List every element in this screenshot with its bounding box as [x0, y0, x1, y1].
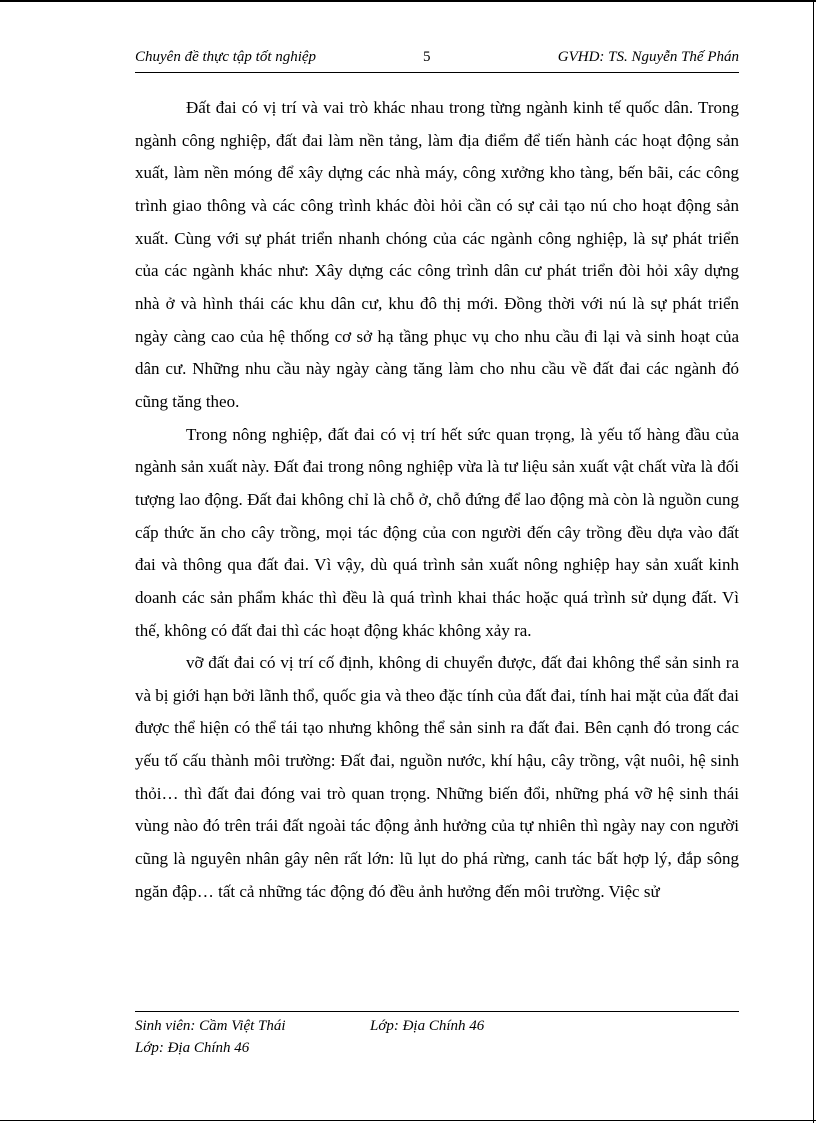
paragraph-1: Đất đai có vị trí và vai trò khác nhau trong từng ngành kinh tế quốc dân. Trong ngành công nghiệp, đất đai làm nền tảng, làm địa điểm để tiến hành các hoạt động sản xuất, làm nền móng để xây dựng các nhà máy, công xưởng kho tàng, bến bãi, các công trình giao thông và các công trình khác đòi hỏi cần có sự cải tạo nú cho hoạt động sản xuất. Cùng với sự phát triển nhanh chóng của các ngành công nghiệp, là sự phát triển của các ngành khác như: Xây dựng các công trình dân cư phát triển đòi hỏi xây dựng nhà ở và hình thái các khu dân cư, khu đô thị mới. Đồng thời với nú là sự phát triển ngày càng cao của hệ thống cơ sở hạ tầng phục vụ cho nhu cầu đi lại và sinh hoạt của dân cư. Những nhu cầu này ngày càng tăng làm cho nhu cầu về đất đai các ngành đó cũng tăng theo.: [135, 98, 739, 411]
page-frame-right: [813, 0, 814, 1123]
footer-student: Sinh viên: Cầm Việt Thái: [135, 1018, 286, 1034]
page-footer: [135, 1015, 739, 1059]
document-body: [135, 92, 739, 908]
page-number: 5: [423, 49, 431, 65]
header-title: Chuyên đề thực tập tốt nghiệp: [135, 49, 317, 65]
page-header: [135, 48, 739, 73]
footer-class-left: Lớp: Địa Chính 46: [135, 1040, 250, 1056]
paragraph-2: Trong nông nghiệp, đất đai có vị trí hết sức quan trọng, là yếu tố hàng đầu của ngành sản xuất này. Đất đai trong nông nghiệp vừa là tư liệu sản xuất vật chất vừa là đối tượng lao động. Đất đai không chỉ là chỗ ở, chỗ đứng để lao động mà còn là nguồn cung cấp thức ăn cho cây trồng, mọi tác động của con người đến cây trồng đều dựa vào đất đai và thông qua đất đai. Vì vậy, dù quá trình sản xuất nông nghiệp hay sản xuất kinh doanh các sản phẩm khác thì đều là quá trình khai thác hoặc quá trình sử dụng đất. Vì thế, không có đất đai thì các hoạt động khác không xảy ra.: [135, 424, 739, 640]
footer-class-right: Lớp: Địa Chính 46: [370, 1018, 485, 1034]
footer-divider: [135, 1011, 739, 1012]
paragraph-3: vỡ đất đai có vị trí cố định, không di chuyển được, đất đai không thể sản sinh ra và bị giới hạn bởi lãnh thổ, quốc gia và theo đặc tính của đất đai, tính hai mặt của đất đai được thể hiện có thể tái tạo nhưng không thể sản sinh ra đất đai. Bên cạnh đó trong các yếu tố cấu thành môi trường: Đất đai, nguồn nước, khí hậu, cây trồng, vật nuôi, hệ sinh thỏi… thì đất đai đóng vai trò quan trọng. Những biến đổi, những phá vỡ hệ sinh thái vùng nào đó trên trái đất ngoài tác động ảnh hưởng của tự nhiên thì ngày nay con người cũng là nguyên nhân gây nên rất lớn: lũ lụt do phá rừng, canh tác bất hợp lý, đắp sông ngăn đập… tất cả những tác động đó đều ảnh hưởng đến môi trường. Việc sử: [135, 653, 739, 901]
page-frame-top: [0, 0, 816, 2]
header-supervisor: GVHD: TS. Nguyễn Thế Phán: [557, 49, 739, 65]
page-frame-bottom: [0, 1120, 816, 1121]
